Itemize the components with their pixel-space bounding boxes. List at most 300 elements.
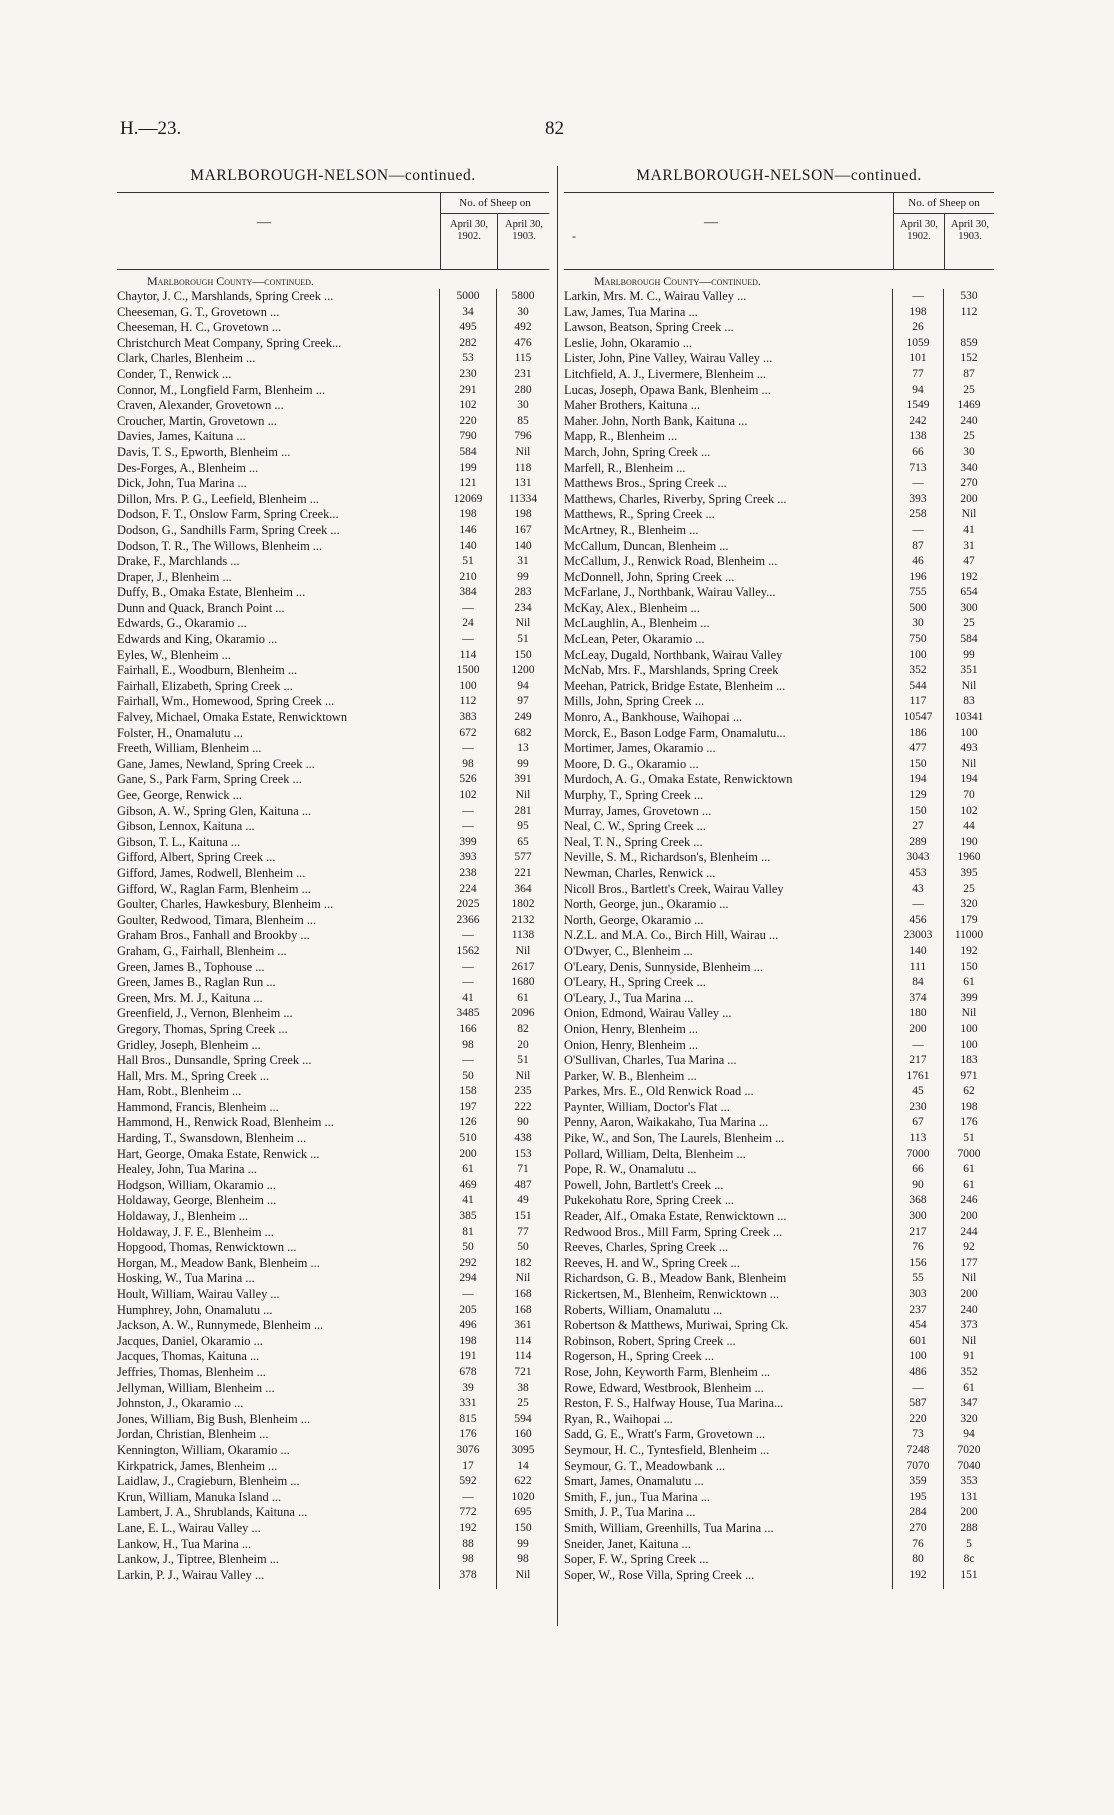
table-row xyxy=(117,398,549,414)
sheep-1903-cell: 7040 xyxy=(943,1459,994,1475)
table-row xyxy=(564,1381,994,1397)
sheep-1903-cell: Nil xyxy=(496,788,549,804)
table-row xyxy=(117,1412,549,1428)
table-row xyxy=(564,991,994,1007)
table-row xyxy=(564,1006,994,1022)
table-row xyxy=(564,804,994,820)
table-row xyxy=(564,616,994,632)
holder-name-cell: Neal, C. W., Spring Creek ... xyxy=(564,819,706,834)
sheep-1903-cell: 82 xyxy=(496,1022,549,1038)
holder-name-cell: N.Z.L. and M.A. Co., Birch Hill, Wairau ... xyxy=(564,928,779,943)
holder-name-cell: Jacques, Daniel, Okaramio ... xyxy=(117,1333,263,1348)
holder-name-cell: Krun, William, Manuka Island ... xyxy=(117,1489,282,1504)
holder-name-cell: Morck, E., Bason Lodge Farm, Onamalutu... xyxy=(564,725,786,740)
holder-name-cell: Gifford, W., Raglan Farm, Blenheim ... xyxy=(117,881,311,896)
sheep-1902-cell: 495 xyxy=(439,320,496,336)
sheep-1902-cell: 112 xyxy=(439,694,496,710)
sheep-1902-cell: 140 xyxy=(439,539,496,555)
table-row xyxy=(117,741,549,757)
sheep-1903-cell: 1960 xyxy=(943,850,994,866)
holder-name-cell: Dunn and Quack, Branch Point ... xyxy=(117,600,285,615)
sheep-1902-cell: 510 xyxy=(439,1131,496,1147)
holder-name-cell: Gane, S., Park Farm, Spring Creek ... xyxy=(117,772,302,787)
sheep-1902-cell: 294 xyxy=(439,1271,496,1287)
sheep-1902-cell: 39 xyxy=(439,1381,496,1397)
sheep-1903-cell: 796 xyxy=(496,429,549,445)
holder-name-cell: McKay, Alex., Blenheim ... xyxy=(564,600,700,615)
table-row xyxy=(564,1131,994,1147)
holder-name-cell: Dodson, F. T., Onslow Farm, Spring Creek... xyxy=(117,507,339,522)
sheep-1902-cell: 469 xyxy=(439,1178,496,1194)
sheep-count-group-label: No. of Sheep on xyxy=(908,197,980,209)
holder-name-cell: Hammond, H., Renwick Road, Blenheim ... xyxy=(117,1115,334,1130)
sheep-1902-cell: 601 xyxy=(892,1334,943,1350)
holder-name-cell: O'Leary, Denis, Sunnyside, Blenheim ... xyxy=(564,959,763,974)
table-row xyxy=(564,1537,994,1553)
county-heading: Marlborough County—continued. xyxy=(147,274,314,288)
holder-name-cell: Reader, Alf., Omaka Estate, Renwicktown ... xyxy=(564,1209,787,1224)
sheep-1902-cell: 359 xyxy=(892,1474,943,1490)
sheep-1902-cell: 1549 xyxy=(892,398,943,414)
sheep-1903-cell: 198 xyxy=(496,507,549,523)
sheep-1902-cell: 383 xyxy=(439,710,496,726)
sheep-1902-cell: 393 xyxy=(439,850,496,866)
holder-name-cell: Drake, F., Marchlands ... xyxy=(117,554,240,569)
holder-name-cell: Fairhall, Elizabeth, Spring Creek ... xyxy=(117,678,293,693)
sheep-1902-cell: 713 xyxy=(892,461,943,477)
table-row xyxy=(117,539,549,555)
holder-name-cell: Smith, J. P., Tua Marina ... xyxy=(564,1505,696,1520)
sheep-1902-cell: 23003 xyxy=(892,928,943,944)
table-row xyxy=(564,554,994,570)
holder-name-cell: Dick, John, Tua Marina ... xyxy=(117,476,247,491)
table-row xyxy=(564,507,994,523)
sheep-1903-cell: 2096 xyxy=(496,1006,549,1022)
sheep-1903-cell: 62 xyxy=(943,1084,994,1100)
holder-name-cell: Rickertsen, M., Blenheim, Renwicktown ... xyxy=(564,1287,780,1301)
sheep-1903-cell: 200 xyxy=(943,1505,994,1521)
holder-name-cell: Dodson, T. R., The Willows, Blenheim ... xyxy=(117,538,323,553)
table-row xyxy=(564,1256,994,1272)
holder-name-cell: March, John, Spring Creek ... xyxy=(564,444,711,459)
sheep-1903-cell: 192 xyxy=(943,944,994,960)
sheep-1903-cell: 231 xyxy=(496,367,549,383)
table-row xyxy=(117,679,549,695)
sheep-1902-cell: 399 xyxy=(439,835,496,851)
sheep-1902-cell: — xyxy=(439,601,496,617)
holder-name-cell: Matthews, Charles, Riverby, Spring Creek ... xyxy=(564,491,787,506)
sheep-1902-cell: 98 xyxy=(439,1038,496,1054)
year-1902-header: April 30, 1902. xyxy=(900,219,938,242)
holder-name-cell: Des-Forges, A., Blenheim ... xyxy=(117,460,259,475)
sheep-1903-cell: 150 xyxy=(496,648,549,664)
sheep-1902-cell: 453 xyxy=(892,866,943,882)
sheep-1902-cell: 17 xyxy=(439,1459,496,1475)
sheep-1903-cell: 31 xyxy=(496,554,549,570)
sheep-1903-cell: Nil xyxy=(943,507,994,523)
sheep-1902-cell: 73 xyxy=(892,1427,943,1443)
table-row xyxy=(564,1038,994,1054)
sheep-1902-cell: 672 xyxy=(439,726,496,742)
sheep-1903-cell: 30 xyxy=(496,398,549,414)
sheep-1903-cell: 131 xyxy=(943,1490,994,1506)
sheep-1902-cell: 393 xyxy=(892,492,943,508)
table-row xyxy=(564,383,994,399)
sheep-1902-cell: — xyxy=(439,632,496,648)
sheep-1903-cell: 168 xyxy=(496,1287,549,1303)
sheep-1903-cell: 320 xyxy=(943,897,994,913)
table-row xyxy=(117,1022,549,1038)
sheep-1902-cell: 7000 xyxy=(892,1147,943,1163)
sheep-1903-cell: 30 xyxy=(496,305,549,321)
sheep-1902-cell: 101 xyxy=(892,351,943,367)
sheep-1903-cell: 222 xyxy=(496,1100,549,1116)
holder-name-cell: Robinson, Robert, Spring Creek ... xyxy=(564,1333,736,1348)
holder-name-cell: Murdoch, A. G., Omaka Estate, Renwicktown xyxy=(564,772,793,787)
name-column-header: — xyxy=(704,215,718,230)
table-row xyxy=(117,1318,549,1334)
sheep-1903-cell: 91 xyxy=(943,1349,994,1365)
holder-name-cell: Jordan, Christian, Blenheim ... xyxy=(117,1427,269,1442)
table-row xyxy=(564,1100,994,1116)
table-row xyxy=(564,1147,994,1163)
sheep-1902-cell: 815 xyxy=(439,1412,496,1428)
table-row xyxy=(117,1069,549,1085)
table-row xyxy=(117,648,549,664)
sheep-1902-cell: 198 xyxy=(892,305,943,321)
sheep-1902-cell: 300 xyxy=(892,1209,943,1225)
holder-name-cell: Holdaway, J. F. E., Blenheim ... xyxy=(117,1224,274,1239)
sheep-1902-cell: — xyxy=(439,960,496,976)
table-row xyxy=(564,1303,994,1319)
sheep-1902-cell: 220 xyxy=(439,414,496,430)
left-table-body xyxy=(117,289,549,1589)
sheep-1903-cell: 70 xyxy=(943,788,994,804)
holder-name-cell: McArtney, R., Blenheim ... xyxy=(564,522,699,537)
holder-name-cell: O'Leary, H., Spring Creek ... xyxy=(564,975,706,990)
table-row xyxy=(564,398,994,414)
sheep-1902-cell: 198 xyxy=(439,507,496,523)
table-row xyxy=(564,663,994,679)
sheep-1902-cell: 150 xyxy=(892,804,943,820)
sheep-1903-cell: 5800 xyxy=(496,289,549,305)
holder-name-cell: Gifford, Albert, Spring Creek ... xyxy=(117,850,276,865)
holder-name-cell: Reston, F. S., Halfway House, Tua Marina... xyxy=(564,1396,784,1411)
sheep-1902-cell: 53 xyxy=(439,351,496,367)
holder-name-cell: Humphrey, John, Onamalutu ... xyxy=(117,1302,273,1317)
sheep-1902-cell: 45 xyxy=(892,1084,943,1100)
holder-name-cell: Onion, Henry, Blenheim ... xyxy=(564,1037,699,1052)
table-row xyxy=(564,1115,994,1131)
sheep-1903-cell: 11334 xyxy=(496,492,549,508)
holder-name-cell: Chaytor, J. C., Marshlands, Spring Creek ... xyxy=(117,289,334,303)
holder-name-cell: Matthews Bros., Spring Creek ... xyxy=(564,476,727,491)
table-row xyxy=(117,897,549,913)
sheep-1903-cell: 11000 xyxy=(943,928,994,944)
holder-name-cell: Seymour, G. T., Meadowbank ... xyxy=(564,1458,726,1473)
table-row xyxy=(117,1115,549,1131)
sheep-1903-cell: 65 xyxy=(496,835,549,851)
sheep-1902-cell: 114 xyxy=(439,648,496,664)
sheep-1902-cell: 385 xyxy=(439,1209,496,1225)
sheep-1903-cell: 235 xyxy=(496,1084,549,1100)
sheep-1903-cell: 654 xyxy=(943,585,994,601)
sheep-1903-cell: Nil xyxy=(943,757,994,773)
holder-name-cell: Goulter, Redwood, Timara, Blenheim ... xyxy=(117,912,317,927)
holder-name-cell: Pukekohatu Rore, Spring Creek ... xyxy=(564,1193,735,1208)
sheep-1902-cell: — xyxy=(439,928,496,944)
table-row xyxy=(564,1271,994,1287)
sheep-1902-cell: 121 xyxy=(439,476,496,492)
sheep-1903-cell: Nil xyxy=(943,1334,994,1350)
table-row xyxy=(564,320,994,336)
sheep-1902-cell: 34 xyxy=(439,305,496,321)
table-row xyxy=(117,1443,549,1459)
sheep-1903-cell: 99 xyxy=(496,757,549,773)
sheep-1902-cell: 790 xyxy=(439,429,496,445)
sheep-1902-cell: 584 xyxy=(439,445,496,461)
table-row xyxy=(564,1474,994,1490)
sheep-1902-cell: 378 xyxy=(439,1568,496,1584)
sheep-1902-cell: 755 xyxy=(892,585,943,601)
table-row xyxy=(564,1053,994,1069)
sheep-1903-cell: Nil xyxy=(496,1271,549,1287)
holder-name-cell: Maher. John, North Bank, Kaituna ... xyxy=(564,413,748,428)
table-row xyxy=(117,414,549,430)
year-1903-header: April 30, 1903. xyxy=(951,219,989,242)
sheep-1902-cell: 146 xyxy=(439,523,496,539)
name-column-header-mark: - xyxy=(572,229,576,243)
sheep-1903-cell: 95 xyxy=(496,819,549,835)
sheep-1903-cell: 151 xyxy=(943,1568,994,1584)
sheep-1903-cell: 160 xyxy=(496,1427,549,1443)
holder-name-cell: Nicoll Bros., Bartlett's Creek, Wairau Valley xyxy=(564,881,784,896)
holder-name-cell: Gibson, Lennox, Kaituna ... xyxy=(117,819,255,834)
holder-name-cell: Goulter, Charles, Hawkesbury, Blenheim ... xyxy=(117,897,334,912)
holder-name-cell: Marfell, R., Blenheim ... xyxy=(564,460,686,475)
sheep-1902-cell: 289 xyxy=(892,835,943,851)
sheep-1903-cell: 179 xyxy=(943,913,994,929)
table-row xyxy=(117,928,549,944)
holder-name-cell: Redwood Bros., Mill Farm, Spring Creek ... xyxy=(564,1224,783,1239)
holder-name-cell: Cheeseman, G. T., Grovetown ... xyxy=(117,304,280,319)
sheep-1903-cell: 622 xyxy=(496,1474,549,1490)
sheep-1903-cell: 25 xyxy=(496,1396,549,1412)
table-row xyxy=(564,1209,994,1225)
table-row xyxy=(117,1100,549,1116)
table-row xyxy=(117,850,549,866)
table-row xyxy=(564,632,994,648)
holder-name-cell: Maher Brothers, Kaituna ... xyxy=(564,398,700,413)
sheep-1903-cell: 1802 xyxy=(496,897,549,913)
sheep-1903-cell: 395 xyxy=(943,866,994,882)
sheep-1903-cell: 118 xyxy=(496,461,549,477)
sheep-1902-cell: 196 xyxy=(892,570,943,586)
table-row xyxy=(117,1349,549,1365)
table-row xyxy=(564,1521,994,1537)
sheep-1903-cell: 183 xyxy=(943,1053,994,1069)
sheep-1903-cell: 61 xyxy=(943,975,994,991)
table-row xyxy=(564,788,994,804)
table-row xyxy=(117,772,549,788)
sheep-1903-cell: 190 xyxy=(943,835,994,851)
sheep-1902-cell: 2366 xyxy=(439,913,496,929)
sheep-1903-cell: 38 xyxy=(496,1381,549,1397)
sheep-1903-cell: 182 xyxy=(496,1256,549,1272)
sheep-1902-cell: 51 xyxy=(439,554,496,570)
sheep-1903-cell: 61 xyxy=(496,991,549,1007)
table-row xyxy=(117,835,549,851)
sheep-1903-cell xyxy=(943,320,994,336)
sheep-1902-cell: 352 xyxy=(892,663,943,679)
holder-name-cell: Smith, William, Greenhills, Tua Marina ... xyxy=(564,1520,774,1535)
right-column-title: MARLBOROUGH-NELSON—continued. xyxy=(636,167,922,184)
holder-name-cell: Lankow, J., Tiptree, Blenheim ... xyxy=(117,1552,279,1567)
table-row xyxy=(117,726,549,742)
sheep-1902-cell: 205 xyxy=(439,1303,496,1319)
sheep-1903-cell: 200 xyxy=(943,492,994,508)
sheep-1902-cell: 80 xyxy=(892,1552,943,1568)
sheep-1902-cell: — xyxy=(892,1381,943,1397)
sheep-1902-cell: 87 xyxy=(892,539,943,555)
sheep-1903-cell: 51 xyxy=(943,1131,994,1147)
sheep-1903-cell: 168 xyxy=(496,1303,549,1319)
sheep-1903-cell: 25 xyxy=(943,616,994,632)
sheep-1903-cell: Nil xyxy=(943,1271,994,1287)
sheep-1903-cell: 167 xyxy=(496,523,549,539)
column-divider xyxy=(557,166,558,1626)
table-row xyxy=(117,819,549,835)
table-row xyxy=(117,632,549,648)
sheep-1903-cell: 7000 xyxy=(943,1147,994,1163)
sheep-1903-cell: 300 xyxy=(943,601,994,617)
sheep-1902-cell: 166 xyxy=(439,1022,496,1038)
sheep-1903-cell: 281 xyxy=(496,804,549,820)
sheep-1903-cell: 3095 xyxy=(496,1443,549,1459)
holder-name-cell: Parkes, Mrs. E., Old Renwick Road ... xyxy=(564,1084,754,1099)
table-row xyxy=(117,1537,549,1553)
sheep-1902-cell: 456 xyxy=(892,913,943,929)
sheep-1902-cell: — xyxy=(439,804,496,820)
sheep-1902-cell: 1059 xyxy=(892,336,943,352)
table-row xyxy=(564,601,994,617)
sheep-1902-cell: 454 xyxy=(892,1318,943,1334)
table-row xyxy=(117,1193,549,1209)
table-row xyxy=(564,850,994,866)
sheep-1903-cell: 25 xyxy=(943,429,994,445)
sheep-1903-cell: 49 xyxy=(496,1193,549,1209)
sheep-1903-cell: 577 xyxy=(496,850,549,866)
holder-name-cell: Falvey, Michael, Omaka Estate, Renwicktown xyxy=(117,710,348,725)
holder-name-cell: Holdaway, George, Blenheim ... xyxy=(117,1193,277,1208)
sheep-1903-cell: Nil xyxy=(496,1069,549,1085)
sheep-1903-cell: 7020 xyxy=(943,1443,994,1459)
sheep-1903-cell: 61 xyxy=(943,1162,994,1178)
sheep-count-group-label: No. of Sheep on xyxy=(459,197,531,209)
holder-name-cell: Jackson, A. W., Runnymede, Blenheim ... xyxy=(117,1318,324,1333)
table-row xyxy=(117,585,549,601)
sheep-1903-cell: 31 xyxy=(943,539,994,555)
table-row xyxy=(117,804,549,820)
sheep-1902-cell: 76 xyxy=(892,1537,943,1553)
sheep-1903-cell: 487 xyxy=(496,1178,549,1194)
sheep-1902-cell: 5000 xyxy=(439,289,496,305)
sheep-1903-cell: 114 xyxy=(496,1334,549,1350)
sheep-1903-cell: Nil xyxy=(496,616,549,632)
table-row xyxy=(117,492,549,508)
table-row xyxy=(117,866,549,882)
holder-name-cell: Hopgood, Thomas, Renwicktown ... xyxy=(117,1240,297,1255)
holder-name-cell: Murray, James, Grovetown ... xyxy=(564,803,712,818)
sheep-1902-cell: 156 xyxy=(892,1256,943,1272)
sheep-1903-cell: 492 xyxy=(496,320,549,336)
sheep-1902-cell: 100 xyxy=(892,648,943,664)
sheep-1902-cell: 140 xyxy=(892,944,943,960)
holder-name-cell: Croucher, Martin, Grovetown ... xyxy=(117,413,277,428)
sheep-1902-cell: 1500 xyxy=(439,663,496,679)
holder-name-cell: Fairhall, E., Woodburn, Blenheim ... xyxy=(117,663,298,678)
sheep-1902-cell: 678 xyxy=(439,1365,496,1381)
table-row xyxy=(117,1178,549,1194)
sheep-1903-cell: 151 xyxy=(496,1209,549,1225)
table-row xyxy=(117,507,549,523)
sheep-1903-cell: 8c xyxy=(943,1552,994,1568)
sheep-1902-cell: — xyxy=(439,1287,496,1303)
sheep-1903-cell: 99 xyxy=(496,1537,549,1553)
holder-name-cell: Dillon, Mrs. P. G., Leefield, Blenheim ... xyxy=(117,491,320,506)
table-row xyxy=(564,336,994,352)
sheep-1902-cell: 113 xyxy=(892,1131,943,1147)
holder-name-cell: O'Sullivan, Charles, Tua Marina ... xyxy=(564,1053,737,1068)
sheep-1903-cell: 20 xyxy=(496,1038,549,1054)
sheep-1903-cell: 391 xyxy=(496,772,549,788)
table-row xyxy=(564,960,994,976)
table-row xyxy=(564,305,994,321)
table-row xyxy=(564,819,994,835)
table-row xyxy=(117,1505,549,1521)
sheep-1902-cell: 94 xyxy=(892,383,943,399)
sheep-1903-cell: 77 xyxy=(496,1225,549,1241)
holder-name-cell: Freeth, William, Blenheim ... xyxy=(117,741,262,756)
holder-name-cell: Pollard, William, Delta, Blenheim ... xyxy=(564,1146,746,1161)
table-row xyxy=(564,1069,994,1085)
sheep-1903-cell: 246 xyxy=(943,1193,994,1209)
sheep-1902-cell: 41 xyxy=(439,1193,496,1209)
holder-name-cell: Hall, Mrs. M., Spring Creek ... xyxy=(117,1068,270,1083)
sheep-1903-cell: 94 xyxy=(496,679,549,695)
holder-name-cell: Larkin, P. J., Wairau Valley ... xyxy=(117,1567,265,1582)
sheep-1903-cell: 114 xyxy=(496,1349,549,1365)
holder-name-cell: Richardson, G. B., Meadow Bank, Blenheim xyxy=(564,1271,787,1286)
sheep-1902-cell: 111 xyxy=(892,960,943,976)
holder-name-cell: Ham, Robt., Blenheim ... xyxy=(117,1084,242,1099)
sheep-1903-cell: 721 xyxy=(496,1365,549,1381)
table-row xyxy=(117,554,549,570)
table-row xyxy=(564,1427,994,1443)
table-row xyxy=(117,1490,549,1506)
sheep-1902-cell: — xyxy=(439,1053,496,1069)
sheep-1902-cell: 230 xyxy=(439,367,496,383)
holder-name-cell: Murphy, T., Spring Creek ... xyxy=(564,788,704,802)
sheep-1902-cell: 3076 xyxy=(439,1443,496,1459)
sheep-1902-cell: 526 xyxy=(439,772,496,788)
sheep-1903-cell: 150 xyxy=(496,1521,549,1537)
table-row xyxy=(564,1459,994,1475)
sheep-1903-cell: Nil xyxy=(496,445,549,461)
sheep-1902-cell: 192 xyxy=(439,1521,496,1537)
table-row xyxy=(564,289,994,305)
sheep-1902-cell: 544 xyxy=(892,679,943,695)
